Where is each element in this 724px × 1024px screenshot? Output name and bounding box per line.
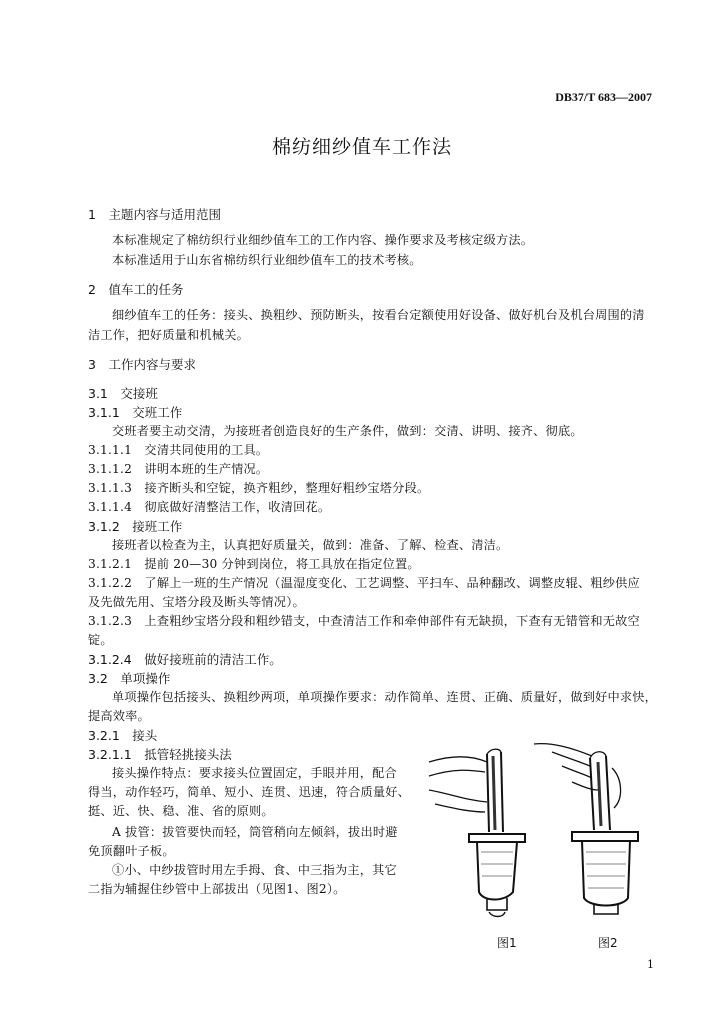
paragraph-continuation: 得当，动作轻巧，简单、短小、连贯、迅速，符合质量好、 — [88, 785, 411, 799]
paragraph: 接头操作特点：要求接头位置固定，手眼并用，配合 — [112, 766, 397, 780]
clause: 3.1.2.2 了解上一班的生产情况（温湿度变化、工艺调整、平扫车、品种翻改、调整皮辊、粗纱供应 — [88, 576, 640, 590]
paragraph: 交班者要主动交清，为接班者创造良好的生产条件，做到：交清、讲明、接齐、彻底。 — [112, 424, 583, 438]
clause: 3.1.1.4 彻底做好清整洁工作，收清回花。 — [88, 500, 331, 514]
clause: 3.1.1.1 交清共同使用的工具。 — [88, 443, 269, 457]
figure-1-caption: 图1 — [497, 936, 517, 950]
subsection-heading: 3.1.2 接班工作 — [88, 519, 183, 534]
document-title: 棉纺细纱值车工作法 — [271, 136, 452, 158]
subsection-heading: 3.1.1 交班工作 — [88, 405, 183, 420]
paragraph: 单项操作包括接头、换粗纱两项，单项操作要求：动作简单、连贯、正确、质量好，做到好中求快， — [112, 690, 658, 704]
paragraph-continuation: 挺、近、快、稳、准、省的原则。 — [88, 804, 274, 818]
subsection-heading: 3.1 交接班 — [88, 386, 158, 401]
clause: 3.1.1.2 讲明本班的生产情况。 — [88, 462, 269, 476]
subsection-heading: 3.2 单项操作 — [88, 671, 171, 686]
figure-2-caption: 图2 — [598, 936, 618, 950]
section-2-heading: 2 值车工的任务 — [88, 282, 184, 297]
clause-continuation: 锭。 — [88, 633, 113, 647]
clause: 3.1.2.1 提前 20—30 分钟到岗位，将工具放在指定位置。 — [88, 557, 420, 571]
clause: 3.1.2.3 上查粗纱宝塔分段和粗纱错支，中查清洁工作和牵伸部件有无缺损，下查有无错管和无故空 — [88, 614, 640, 628]
section-3-heading: 3 工作内容与要求 — [88, 357, 196, 372]
paragraph: 本标准适用于山东省棉纺织行业细纱值车工的技术考核。 — [112, 253, 422, 267]
paragraph: A 拔管：拔管要快而轻，筒管稍向左倾斜，拔出时避 — [112, 825, 398, 839]
subsection-heading: 3.2.1 接头 — [88, 728, 158, 743]
paragraph-continuation: 提高效率。 — [88, 709, 150, 723]
clause-heading: 3.2.1.1 抵管轻挑接头法 — [88, 747, 232, 762]
paragraph: 细纱值车工的任务：接头、换粗纱、预防断头，按看台定额使用好设备、做好机台及机台周围的清 — [112, 308, 645, 322]
section-1-heading: 1 主题内容与适用范围 — [88, 207, 221, 222]
figure-2-illustration — [532, 738, 652, 923]
clause-continuation: 及先做先用、宝塔分段及断头等情况）。 — [88, 595, 305, 609]
page-number: 1 — [647, 958, 654, 971]
figure-1-illustration — [425, 742, 535, 922]
paragraph: 本标准规定了棉纺织行业细纱值车工的工作内容、操作要求及考核定级方法。 — [112, 233, 534, 247]
paragraph: ①小、中纱拔管时用左手拇、食、中三指为主，其它 — [112, 863, 397, 877]
paragraph: 接班者以检查为主，认真把好质量关，做到：准备、了解、检查、清洁。 — [112, 538, 509, 552]
clause-heading: 3.1.2.4 做好接班前的清洁工作。 — [88, 652, 282, 667]
clause: 3.1.1.3 接齐断头和空锭，换齐粗纱，整理好粗纱宝塔分段。 — [88, 481, 430, 495]
paragraph: 洁工作，把好质量和机械关。 — [88, 328, 250, 342]
paragraph-continuation: 二指为辅握住纱管中上部拔出（见图1、图2）。 — [88, 882, 346, 896]
paragraph-continuation: 免顶翻叶子板。 — [88, 844, 175, 858]
standard-number: DB37/T 683—2007 — [555, 90, 652, 104]
